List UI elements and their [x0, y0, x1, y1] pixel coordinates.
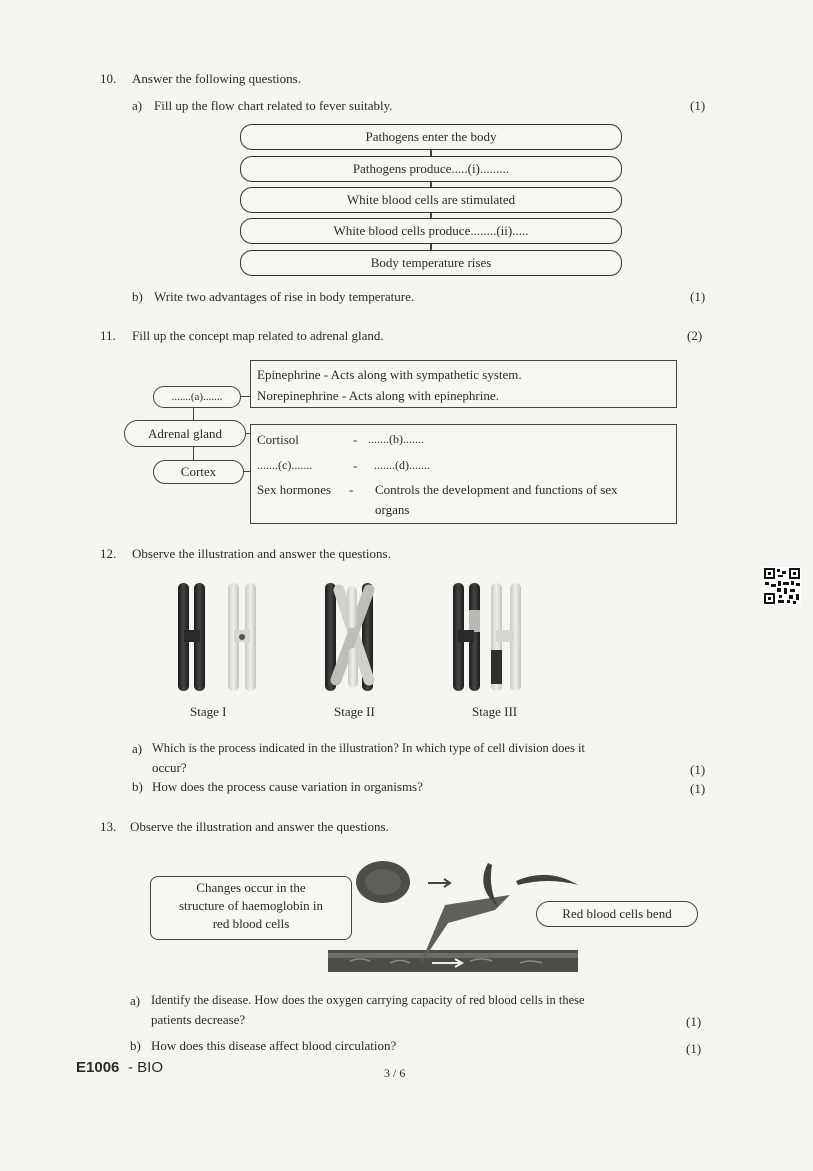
stage-1-chromosomes: [178, 583, 256, 691]
cortisol-dash: -: [353, 432, 358, 447]
q12b-label: b): [132, 779, 143, 794]
norepinephrine-text: Norepinephrine - Acts along with epinephrine.: [257, 388, 499, 403]
q10a-marks: (1): [690, 98, 706, 113]
q10a-label: a): [132, 98, 143, 113]
q13b-text: How does this disease affect blood circulation?: [151, 1038, 397, 1053]
flow-step-5: Body temperature rises: [240, 250, 622, 276]
blank-c: .......(c).......: [257, 458, 313, 472]
rbc-bend-callout: Red blood cells bend: [536, 901, 698, 927]
stage-2-chromosomes: [325, 583, 373, 691]
oval-a: .......(a).......: [153, 386, 241, 408]
row2-dash: -: [353, 458, 358, 473]
q10-title: Answer the following questions.: [132, 71, 301, 86]
q13-title: Observe the illustration and answer the questions.: [130, 819, 389, 834]
q11-title: Fill up the concept map related to adrenal gland.: [132, 328, 384, 343]
paper-subject: - BIO: [128, 1059, 164, 1076]
q12b-marks: (1): [690, 781, 706, 796]
haemoglobin-callout: [150, 876, 352, 940]
sex-hormones-function-2: organs: [375, 502, 410, 517]
stage-3-chromosomes: [453, 583, 521, 691]
row3-dash: -: [349, 482, 354, 497]
q13a-text-1: Identify the disease. How does the oxygen carrying capacity of red blood cells in these: [151, 993, 585, 1007]
callout-left-line-1: Changes occur in the: [196, 880, 306, 895]
crossing-over-illustration: [170, 580, 540, 695]
q10a-text: Fill up the flow chart related to fever suitably.: [154, 98, 393, 113]
q13b-label: b): [130, 1038, 141, 1053]
sex-hormones-label: Sex hormones: [257, 482, 332, 497]
q11-marks: (2): [687, 328, 703, 343]
oval-adrenal-gland: Adrenal gland: [124, 420, 246, 447]
callout-left-line-2: structure of haemoglobin in: [178, 898, 324, 913]
oval-cortex: Cortex: [153, 460, 244, 484]
blank-d: .......(d).......: [374, 458, 430, 472]
flow-step-4: White blood cells produce........(ii).....: [240, 218, 622, 244]
q11-number: 11.: [100, 328, 116, 343]
q10b-text: Write two advantages of rise in body temperature.: [154, 289, 415, 304]
q10b-label: b): [132, 289, 143, 304]
flow-step-3: White blood cells are stimulated: [240, 187, 622, 213]
q13a-marks: (1): [686, 1014, 702, 1029]
blank-b: .......(b).......: [368, 432, 424, 446]
q13-number: 13.: [100, 819, 117, 834]
cortisol-label: Cortisol: [257, 432, 299, 447]
sex-hormones-function-1: Controls the development and functions of sex: [375, 482, 618, 497]
stage-1-label: Stage I: [190, 704, 227, 719]
q12a-text-2: occur?: [152, 760, 187, 775]
page-number: 3 / 6: [384, 1066, 406, 1080]
stage-3-label: Stage III: [472, 704, 518, 719]
callout-left-line-3: red blood cells: [212, 916, 290, 931]
q13a-label: a): [130, 993, 141, 1008]
q12-title: Observe the illustration and answer the questions.: [132, 546, 391, 561]
q12-number: 12.: [100, 546, 117, 561]
stage-2-label: Stage II: [334, 704, 375, 719]
q12b-text: How does the process cause variation in organisms?: [152, 779, 423, 794]
q12a-label: a): [132, 741, 143, 756]
medulla-box: [250, 360, 677, 408]
flow-step-2: Pathogens produce.....(i).........: [240, 156, 622, 182]
q13b-marks: (1): [686, 1041, 702, 1056]
q13a-text-2: patients decrease?: [151, 1012, 246, 1027]
q12a-text-1: Which is the process indicated in the illustration? In which type of cell division does it: [152, 741, 585, 755]
paper-code: E1006: [76, 1059, 120, 1076]
q10b-marks: (1): [690, 289, 706, 304]
cortex-hormones-box: [250, 424, 677, 524]
epinephrine-text: Epinephrine - Acts along with sympathetic system.: [257, 367, 522, 382]
qr-code-icon: [763, 567, 801, 605]
q12a-marks: (1): [690, 762, 706, 777]
flow-step-1: Pathogens enter the body: [240, 124, 622, 150]
q10-number: 10.: [100, 71, 117, 86]
